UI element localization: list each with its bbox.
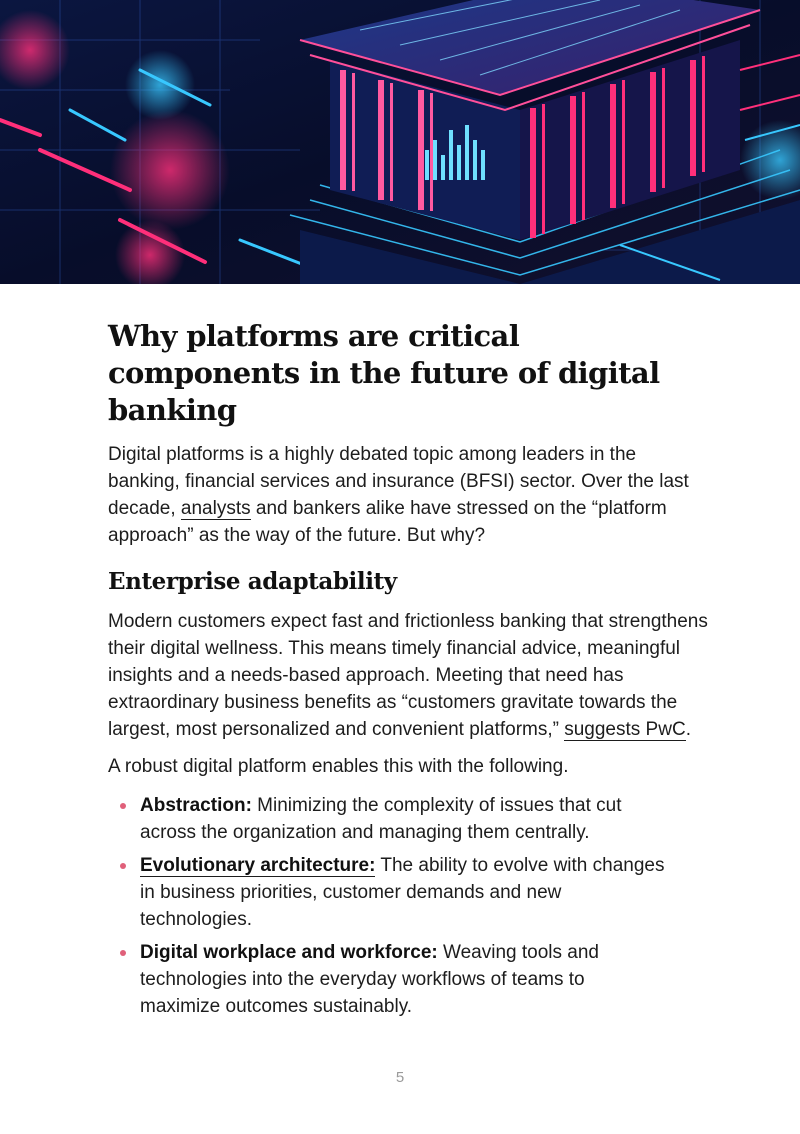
list-item [140,792,670,846]
benefits-list [108,792,708,1020]
analysts-link[interactable]: analysts [180,498,251,519]
intro-paragraph [108,441,708,549]
bullet-dot-icon [120,803,126,809]
bullet-term: Digital workplace and workforce: [140,942,438,963]
intro-text-before: Digital platforms is a highly debated topic among leaders in the banking, financial services and insurance (BFSI) sector. Over the last decade, [108,444,689,519]
article-body [108,318,708,1026]
bullet-dot-icon [120,863,126,869]
page-number: 5 [395,1069,405,1086]
intro-text-after: and bankers alike have stressed on the “platform approach” as the way of the future. But why? [108,498,667,546]
bullet-text: Weaving tools and technologies into the everyday workflows of teams to maximize outcomes sustainably. [140,942,599,1017]
bullet-text: The ability to evolve with changes in business priorities, customer demands and new technologies. [140,855,665,930]
page-title: Why platforms are critical components in the future of digital banking [108,319,660,427]
hero-image [0,0,800,284]
bullet-dot-icon [120,950,126,956]
suggests-pwc-link[interactable]: suggests PwC [564,719,686,740]
neon-bank-illustration [0,0,800,284]
evolutionary-architecture-link[interactable] [140,855,375,877]
platform-paragraph: A robust digital platform enables this with the following. [108,756,569,777]
list-item [140,852,670,933]
customers-text-before: Modern customers expect fast and frictionless banking that strengthens their digital wellness. This means timely financial advice, meaningful insights and a needs-based approach. Meeting that need has extraordinary business benefits as “customers gravitate towards the largest, most personalized and convenient platforms,” [108,611,708,740]
customers-text-after: . [685,719,691,740]
bullet-term: Evolutionary architecture: [140,855,376,876]
section-title: Enterprise adaptability [108,568,397,595]
list-item [140,939,670,1020]
bullet-text: Minimizing the complexity of issues that cut across the organization and managing them centrally. [140,795,622,843]
customers-paragraph [108,608,708,743]
bullet-term: Abstraction: [140,795,252,816]
